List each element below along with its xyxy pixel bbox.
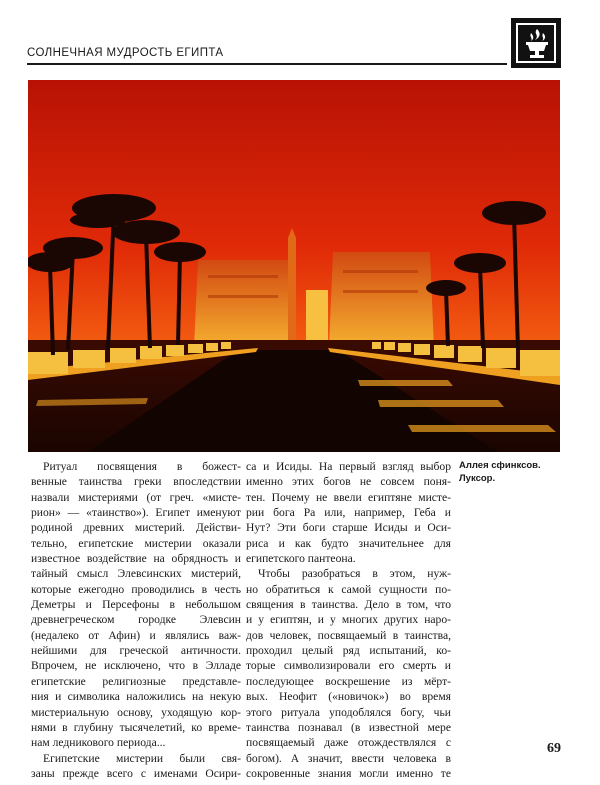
text-line: вых. Неофит («новичок») во время: [246, 690, 451, 704]
text-line: египетские религиозные представле-: [31, 674, 241, 688]
text-line: тен. Почему не ввели египтяне мисте-: [246, 490, 451, 504]
text-line: таинства познавал (в известной мере: [246, 720, 451, 734]
text-line: нам ледникового периода...: [31, 736, 166, 750]
text-column-left: [31, 459, 241, 781]
text-line: родиной древних мистерий. Действи-: [31, 521, 241, 535]
text-line: са и Исиды. На первый взгляд выбор: [246, 460, 451, 473]
text-line: Ритуал посвящения в божест-: [43, 460, 241, 473]
text-line: заны прежде всего с именами Осири-: [31, 766, 241, 780]
text-line: последующее воскрешение из мёрт-: [246, 674, 451, 688]
text-line: именно этих богов не совсем поня-: [246, 475, 451, 489]
text-line: дов человек, посвящаемый в таинства,: [246, 628, 451, 642]
text-line: богом). А значит, ввести человека в: [246, 751, 451, 765]
page-number: 69: [547, 741, 561, 756]
text-line: нями в глубину тысячелетий, ко време-: [31, 720, 241, 734]
text-line: тельно, египетские мистерии оказали: [31, 536, 241, 550]
text-line: древнегреческом городке Элевсин: [31, 613, 241, 627]
text-line: проходил целый ряд испытаний, ко-: [246, 644, 451, 658]
running-header-title: СОЛНЕЧНАЯ МУДРОСТЬ ЕГИПТА: [27, 47, 224, 59]
text-line: Египетские мистерии были свя-: [43, 751, 241, 765]
text-line: тайный смысл Элевсинских мистерий,: [31, 567, 241, 581]
text-line: посвящаемый даже отождествлялся с: [246, 736, 451, 750]
text-line: торые символизировали его смерть и: [246, 659, 451, 673]
text-line: (недалеко от Афин) и являлись важ-: [31, 628, 241, 642]
text-line: которые ежегодно проводились в честь: [31, 582, 241, 596]
text-column-right: [246, 459, 451, 781]
text-line: сокровенные знания могли именно те: [246, 766, 451, 780]
text-line: этого ритуала уподоблялся богу, чьи: [246, 705, 451, 719]
text-line: риса и как будто значительнее для: [246, 536, 451, 550]
text-line: венные таинства греки впоследствии: [31, 475, 241, 489]
text-line: известное воздействие на обрядность и: [31, 552, 241, 566]
photo-caption-line: Аллея сфинксов.: [459, 460, 541, 471]
text-line: ния и символика наложились на некую: [31, 690, 241, 704]
urn-flame-icon-graphic: [518, 25, 556, 63]
urn-flame-icon: [511, 18, 561, 68]
text-line: назвали мистериями (от греч. «мисте-: [31, 490, 241, 504]
text-line: но обратиться к самой сущности по-: [246, 582, 451, 596]
text-line: Деметры и Персефоны в небольшом: [31, 598, 241, 612]
text-line: рии бога Ра или, например, Геба и: [246, 506, 451, 520]
avenue-of-sphinxes-photo: [28, 80, 560, 452]
text-line: Впрочем, не исключено, что в Элладе: [31, 659, 241, 673]
photo-caption-line: Луксор.: [459, 473, 496, 484]
text-line: нейшими для греческой античности.: [31, 644, 241, 658]
text-line: египетского пантеона.: [246, 552, 356, 566]
text-line: рион» — «таинство»). Египет именуют: [31, 506, 241, 520]
photo-caption: [459, 459, 569, 485]
text-line: Нут? Эти боги старше Исиды и Оси-: [246, 521, 451, 535]
running-header: [27, 37, 507, 65]
text-line: и у египтян, и у многих других наро-: [246, 613, 451, 627]
text-line: священия в таинства. Дело в том, что: [246, 598, 451, 612]
text-line: мистериальную основу, уходящую кор-: [31, 705, 241, 719]
text-line: Чтобы разобраться в этом, нуж-: [258, 567, 451, 581]
